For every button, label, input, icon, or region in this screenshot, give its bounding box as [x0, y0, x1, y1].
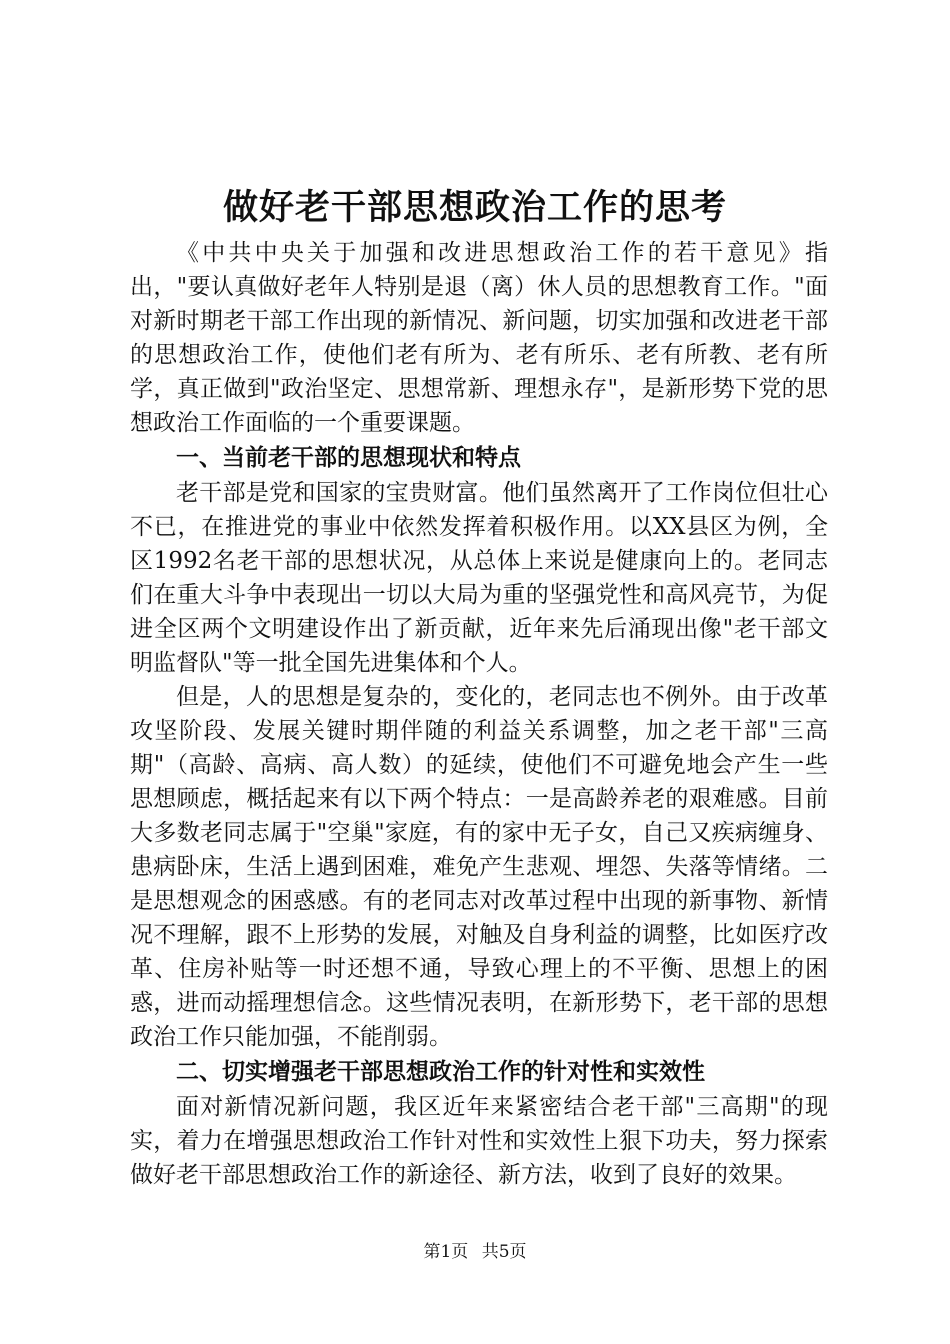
section-heading-2: 二、切实增强老干部思想政治工作的针对性和实效性 [176, 1059, 705, 1085]
page-number: 第1页 [423, 1242, 469, 1262]
document-title: 做好老干部思想政治工作的思考 [222, 188, 727, 228]
page-total: 共5页 [481, 1242, 527, 1262]
page-footer [0, 1240, 950, 1264]
paragraph-measures: 面对新情况新问题，我区近年来紧密结合老干部"三高期"的现实，着力在增强思想政治工作针对性和实效性上狠下功夫，努力探索做好老干部思想政治工作的新途径、新方法，收到了良好的效果。 [130, 1094, 828, 1188]
paragraph-characteristics: 但是，人的思想是复杂的，变化的，老同志也不例外。由于改革攻坚阶段、发展关键时期伴随的利益关系调整，加之老干部"三高期"（高龄、高病、高人数）的延续，使他们不可避免地会产生一些思想顾虑，概括起来有以下两个特点：一是高龄养老的艰难感。目前大多数老同志属于"空巢"家庭，有的家中无子女，自己又疾病缠身、患病卧床，生活上遇到困难，难免产生悲观、埋怨、失落等情绪。二是思想观念的困惑感。有的老同志对改革过程中出现的新事物、新情况不理解，跟不上形势的发展，对触及自身利益的调整，比如医疗改革、住房补贴等一时还想不通，导致心理上的不平衡、思想上的困惑，进而动摇理想信念。这些情况表明，在新形势下，老干部的思想政治工作只能加强，不能削弱。 [130, 684, 828, 1050]
paragraph-intro: 《中共中央关于加强和改进思想政治工作的若干意见》指出，"要认真做好老年人特别是退（离）休人员的思想教育工作。"面对新时期老干部工作出现的新情况、新问题，切实加强和改进老干部的思想政治工作，使他们老有所为、老有所乐、老有所教、老有所学，真正做到"政治坚定、思想常新、理想永存"，是新形势下党的思想政治工作面临的一个重要课题。 [130, 240, 828, 436]
paragraph-status: 老干部是党和国家的宝贵财富。他们虽然离开了工作岗位但壮心不已，在推进党的事业中依然发挥着积极作用。以XX县区为例，全区1992名老干部的思想状况，从总体上来说是健康向上的。老同志们在重大斗争中表现出一切以大局为重的坚强党性和高风亮节，为促进全区两个文明建设作出了新贡献，近年来先后涌现出像"老干部文明监督队"等一批全国先进集体和个人。 [130, 480, 828, 676]
section-heading-1: 一、当前老干部的思想现状和特点 [176, 445, 521, 471]
document-body [130, 236, 828, 1192]
